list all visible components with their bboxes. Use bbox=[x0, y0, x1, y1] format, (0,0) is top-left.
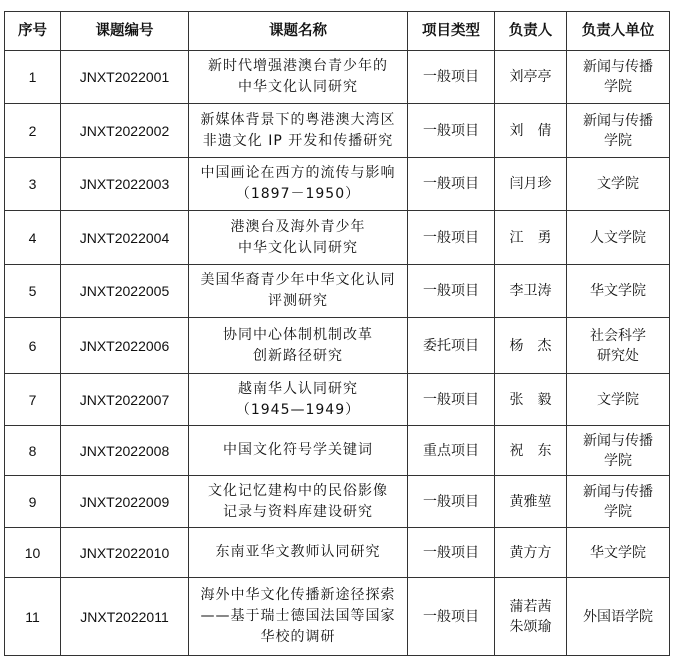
cell-no: 4 bbox=[5, 211, 61, 265]
cell-unit-line: 华文学院 bbox=[590, 544, 646, 561]
cell-unit-line: 社会科学 bbox=[590, 327, 646, 344]
cell-title-line: 美国华裔青少年中华文化认同 bbox=[200, 272, 396, 288]
cell-no: 7 bbox=[5, 374, 61, 426]
cell-type: 一般项目 bbox=[408, 578, 495, 656]
cell-person bbox=[495, 51, 567, 104]
cell-unit-line: 人文学院 bbox=[590, 229, 646, 246]
cell-unit bbox=[567, 318, 670, 374]
cell-code: JNXT2022001 bbox=[61, 51, 189, 104]
cell-title-line: （1945—1949） bbox=[235, 401, 361, 418]
cell-title bbox=[189, 265, 408, 318]
cell-title bbox=[189, 318, 408, 374]
cell-code: JNXT2022009 bbox=[61, 476, 189, 528]
table-row bbox=[5, 318, 670, 374]
cell-person-line: 李卫涛 bbox=[509, 283, 552, 299]
cell-title-line: 东南亚华文教师认同研究 bbox=[215, 544, 381, 560]
table-row bbox=[5, 51, 670, 104]
cell-unit-line: 新闻与传播 bbox=[583, 432, 653, 449]
cell-person bbox=[495, 318, 567, 374]
cell-type: 委托项目 bbox=[408, 318, 495, 374]
col-header-person: 负责人 bbox=[495, 12, 567, 51]
cell-unit-line: 学院 bbox=[604, 79, 632, 95]
table-row bbox=[5, 528, 670, 578]
cell-type: 一般项目 bbox=[408, 51, 495, 104]
cell-title-line: 创新路径研究 bbox=[253, 347, 343, 364]
cell-title-line: ——基于瑞士德国法国等国家 bbox=[200, 608, 396, 624]
cell-code: JNXT2022004 bbox=[61, 211, 189, 265]
cell-title bbox=[189, 158, 408, 211]
col-header-type: 项目类型 bbox=[408, 12, 495, 51]
header-row bbox=[5, 12, 670, 51]
cell-code: JNXT2022011 bbox=[61, 578, 189, 656]
cell-unit-line: 华文学院 bbox=[590, 283, 646, 299]
cell-unit bbox=[567, 265, 670, 318]
table-row bbox=[5, 426, 670, 476]
cell-type: 一般项目 bbox=[408, 528, 495, 578]
cell-unit bbox=[567, 528, 670, 578]
cell-title-line: 非遗文化 IP 开发和传播研究 bbox=[202, 132, 394, 149]
cell-no: 5 bbox=[5, 265, 61, 318]
table-row bbox=[5, 104, 670, 158]
cell-person-line: 江 勇 bbox=[509, 229, 552, 246]
cell-person-line: 杨 杰 bbox=[509, 337, 552, 354]
cell-unit bbox=[567, 374, 670, 426]
cell-code: JNXT2022010 bbox=[61, 528, 189, 578]
col-header-no: 序号 bbox=[5, 12, 61, 51]
cell-unit-line: 新闻与传播 bbox=[583, 59, 653, 75]
table-row bbox=[5, 578, 670, 656]
cell-person bbox=[495, 211, 567, 265]
cell-unit bbox=[567, 476, 670, 528]
cell-person bbox=[495, 104, 567, 158]
table-row bbox=[5, 211, 670, 265]
cell-no: 6 bbox=[5, 318, 61, 374]
cell-person-line: 刘亭亭 bbox=[509, 69, 552, 85]
table-row bbox=[5, 476, 670, 528]
cell-type: 一般项目 bbox=[408, 104, 495, 158]
cell-unit bbox=[567, 51, 670, 104]
cell-title bbox=[189, 51, 408, 104]
cell-no: 9 bbox=[5, 476, 61, 528]
cell-no: 2 bbox=[5, 104, 61, 158]
cell-code: JNXT2022008 bbox=[61, 426, 189, 476]
cell-title bbox=[189, 476, 408, 528]
cell-person bbox=[495, 426, 567, 476]
col-header-unit: 负责人单位 bbox=[567, 12, 670, 51]
cell-person bbox=[495, 476, 567, 528]
cell-person-line: 张 毅 bbox=[509, 391, 552, 408]
cell-person bbox=[495, 374, 567, 426]
cell-title-line: （1897－1950） bbox=[235, 186, 361, 202]
cell-no: 8 bbox=[5, 426, 61, 476]
cell-no: 3 bbox=[5, 158, 61, 211]
cell-unit-line: 研究处 bbox=[597, 347, 639, 364]
cell-title bbox=[189, 528, 408, 578]
cell-type: 一般项目 bbox=[408, 476, 495, 528]
cell-person-line: 祝 东 bbox=[509, 442, 552, 459]
cell-type: 一般项目 bbox=[408, 158, 495, 211]
cell-code: JNXT2022006 bbox=[61, 318, 189, 374]
cell-unit bbox=[567, 158, 670, 211]
cell-title bbox=[189, 374, 408, 426]
cell-code: JNXT2022003 bbox=[61, 158, 189, 211]
cell-person-line: 蒲若茜 bbox=[509, 598, 552, 615]
cell-title-line: 新媒体背景下的粤港澳大湾区 bbox=[200, 111, 396, 128]
cell-title-line: 中国文化符号学关键词 bbox=[223, 442, 373, 458]
cell-title bbox=[189, 211, 408, 265]
cell-unit-line: 新闻与传播 bbox=[583, 483, 653, 500]
cell-type: 重点项目 bbox=[408, 426, 495, 476]
cell-unit-line: 学院 bbox=[604, 452, 632, 469]
table-row bbox=[5, 374, 670, 426]
table-body bbox=[5, 51, 670, 656]
cell-unit-line: 文学院 bbox=[597, 176, 639, 192]
col-header-title: 课题名称 bbox=[189, 12, 408, 51]
cell-title bbox=[189, 104, 408, 158]
cell-person-line: 刘 倩 bbox=[509, 122, 552, 139]
cell-person bbox=[495, 265, 567, 318]
cell-title-line: 中华文化认同研究 bbox=[238, 239, 358, 256]
cell-title-line: 华校的调研 bbox=[260, 629, 336, 645]
table-row bbox=[5, 158, 670, 211]
cell-person bbox=[495, 158, 567, 211]
table-row bbox=[5, 265, 670, 318]
cell-unit bbox=[567, 426, 670, 476]
cell-title-line: 越南华人认同研究 bbox=[238, 380, 358, 397]
cell-unit bbox=[567, 104, 670, 158]
cell-unit-line: 文学院 bbox=[597, 391, 639, 408]
cell-code: JNXT2022007 bbox=[61, 374, 189, 426]
cell-unit bbox=[567, 578, 670, 656]
cell-type: 一般项目 bbox=[408, 374, 495, 426]
cell-title-line: 港澳台及海外青少年 bbox=[230, 218, 366, 235]
cell-title-line: 海外中华文化传播新途径探索 bbox=[200, 587, 396, 603]
cell-person-line: 朱颂瑜 bbox=[509, 618, 552, 635]
project-table bbox=[4, 11, 670, 656]
cell-title-line: 记录与资料库建设研究 bbox=[223, 503, 373, 520]
cell-type: 一般项目 bbox=[408, 211, 495, 265]
cell-type: 一般项目 bbox=[408, 265, 495, 318]
cell-person bbox=[495, 578, 567, 656]
cell-unit-line: 新闻与传播 bbox=[583, 112, 653, 129]
cell-title-line: 新时代增强港澳台青少年的 bbox=[208, 58, 388, 74]
cell-title-line: 文化记忆建构中的民俗影像 bbox=[208, 482, 388, 499]
cell-unit bbox=[567, 211, 670, 265]
cell-unit-line: 学院 bbox=[604, 132, 632, 149]
cell-title-line: 协同中心体制机制改革 bbox=[223, 326, 373, 343]
cell-person-line: 闫月珍 bbox=[509, 176, 552, 192]
cell-title bbox=[189, 426, 408, 476]
cell-unit-line: 学院 bbox=[604, 503, 632, 520]
cell-title-line: 中国画论在西方的流传与影响 bbox=[200, 165, 396, 181]
cell-title bbox=[189, 578, 408, 656]
cell-person-line: 黄雅堃 bbox=[509, 493, 552, 510]
cell-code: JNXT2022005 bbox=[61, 265, 189, 318]
cell-title-line: 中华文化认同研究 bbox=[238, 79, 358, 95]
cell-code: JNXT2022002 bbox=[61, 104, 189, 158]
cell-no: 11 bbox=[5, 578, 61, 656]
cell-title-line: 评测研究 bbox=[268, 293, 328, 309]
cell-person bbox=[495, 528, 567, 578]
cell-no: 1 bbox=[5, 51, 61, 104]
cell-unit-line: 外国语学院 bbox=[583, 608, 653, 625]
cell-no: 10 bbox=[5, 528, 61, 578]
col-header-code: 课题编号 bbox=[61, 12, 189, 51]
cell-person-line: 黄方方 bbox=[509, 544, 552, 561]
